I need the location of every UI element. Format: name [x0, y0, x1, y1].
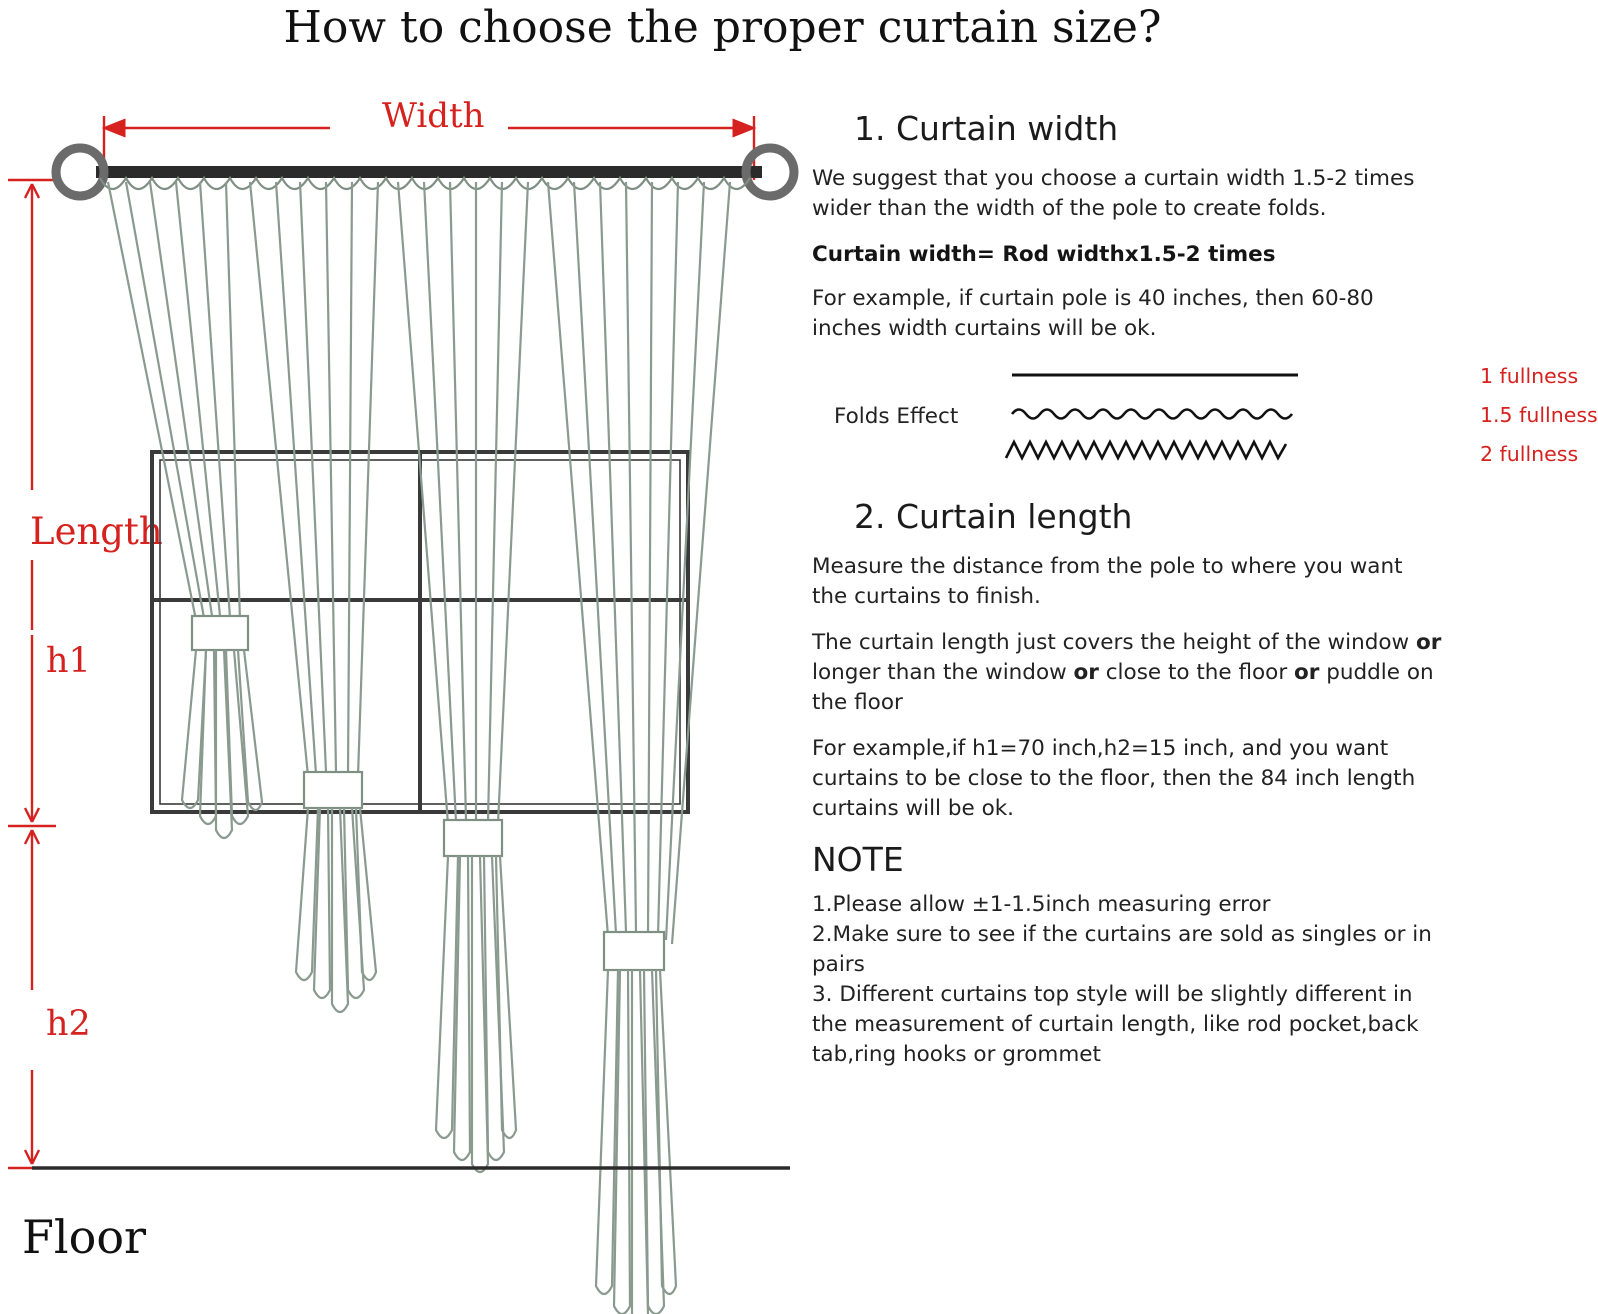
s2p2-e: puddle on the floor — [812, 660, 1434, 715]
fold-caption-1: 1 fullness — [1480, 364, 1579, 388]
instructions-panel — [812, 108, 1598, 1070]
section2-heading: 2. Curtain length — [854, 497, 1133, 536]
note-line-2: 2.Make sure to see if the curtains are sold as singles or in pairs — [812, 922, 1432, 977]
section2-paragraph-3: For example,if h1=70 inch,h2=15 inch, and you want curtains to be close to the floor, then the 84 inch length curtains will be ok. — [812, 736, 1416, 821]
fold-caption-3: 2 fullness — [1480, 442, 1579, 466]
section2-paragraph-1: Measure the distance from the pole to where you want the curtains to finish. — [812, 554, 1403, 609]
curtain-drapes — [100, 178, 750, 1314]
h1-label: h1 — [46, 641, 91, 681]
fold-row-1 — [1010, 360, 1579, 399]
note-line-3: 3. Different curtains top style will be slightly different in the measurement of curtain length, like rod pocket,back tab,ring hooks or grommet — [812, 982, 1419, 1067]
s2p2-or-2: or — [1073, 660, 1099, 685]
section1-paragraph-2: For example, if curtain pole is 40 inches, then 60-80 inches width curtains will be ok. — [812, 286, 1374, 341]
note-heading: NOTE — [812, 840, 904, 879]
length-label: Length — [30, 510, 163, 553]
s2p2-c: longer than the window — [812, 660, 1074, 685]
folds-effect-label: Folds Effect — [834, 404, 959, 429]
fold-line-straight-icon — [1010, 360, 1300, 390]
section1-paragraph-1: We suggest that you choose a curtain width 1.5-2 times wider than the width of the pole to create folds. — [812, 166, 1415, 221]
s2p2-d: close to the floor — [1098, 660, 1295, 685]
section1-heading: 1. Curtain width — [854, 109, 1119, 148]
fold-row-2 — [1010, 399, 1598, 438]
note-line-1: 1.Please allow ±1-1.5inch measuring error — [812, 892, 1271, 917]
section2-paragraph-2 — [812, 628, 1442, 718]
fold-line-wavy-icon — [1010, 399, 1300, 429]
page-title: How to choose the proper curtain size? — [283, 2, 1162, 53]
width-label: Width — [382, 96, 485, 136]
fold-caption-2: 1.5 fullness — [1480, 403, 1598, 427]
section1-formula: Curtain width= Rod widthx1.5-2 times — [812, 242, 1276, 267]
curtain-measurement-diagram — [0, 60, 800, 1314]
floor-label: Floor — [22, 1210, 147, 1264]
h2-label: h2 — [46, 1004, 91, 1044]
s2p2-or-3: or — [1294, 660, 1320, 685]
fold-line-zigzag-icon — [1000, 436, 1300, 470]
s2p2-or-1: or — [1415, 630, 1442, 655]
s2p2-a: The curtain length just covers the height of the window — [812, 630, 1416, 655]
folds-effect-group — [812, 360, 1598, 478]
fold-row-3 — [1010, 438, 1579, 477]
